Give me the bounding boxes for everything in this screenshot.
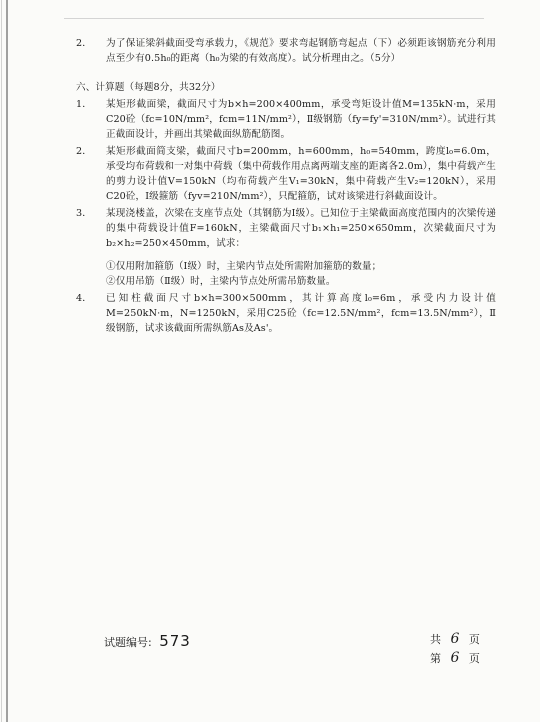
sub-question-1: ①仅用附加箍筋（Ⅰ级）时，主梁内节点处所需附加箍筋的数量； [106, 261, 382, 272]
question-text: 某矩形截面梁，截面尺寸为b×h=200×400mm，承受弯矩设计值M=135kN·m，采用C20砼（fc=10N/mm²，fcm=11N/mm²），Ⅱ级钢筋（fy=fy'=310N/mm²）。试进行其正截面设计，并画出其梁截面纵筋配筋图。 [106, 99, 496, 140]
page-number-post: 页 [468, 652, 480, 665]
question-text: 为了保证梁斜截面受弯承载力，《规范》要求弯起钢筋弯起点（下）必须距该钢筋充分利用点至少有0.5h₀的距离（h₀为梁的有效高度）。试分析理由之。（5分） [106, 38, 496, 64]
question-5-2 [76, 36, 496, 66]
total-pages-pre: 共 [430, 633, 441, 646]
total-pages-value: 6 [450, 631, 460, 647]
page-number-value: 6 [450, 650, 460, 666]
section-title: 六、计算题（每题8分，共32分） [76, 82, 221, 93]
total-pages-post: 页 [468, 633, 480, 646]
page-number-pre: 第 [430, 652, 441, 665]
question-number: 2． [76, 146, 92, 157]
question-number: 3． [76, 208, 92, 219]
page-number [430, 649, 480, 668]
page-count [430, 630, 480, 668]
question-number: 1． [76, 99, 92, 110]
total-pages [430, 630, 480, 649]
exam-code [104, 632, 191, 650]
exam-code-value: 573 [159, 632, 191, 650]
question-text: 某矩形截面简支梁，截面尺寸b=200mm，h=600mm，h₀=540mm，跨度l₀=6.0m，承受均布荷载和一对集中荷载（集中荷载作用点离两端支座的距离各2.0m），集中荷载产生的剪力设计值V=150kN（均布荷载产生V₁=30kN，集中荷载产生V₂=120kN），采用C20砼，Ⅰ级箍筋（fyv=210N/mm²），只配箍筋，试对该梁进行斜截面设计。 [106, 146, 496, 202]
question-6-3 [76, 206, 496, 289]
question-6-1 [76, 97, 496, 142]
scan-edge-line [6, 0, 8, 722]
question-6-4 [76, 291, 496, 336]
scan-edge-shadow [1, 0, 2, 722]
exam-content [76, 36, 496, 338]
sub-question-2: ②仅用吊筋（Ⅱ级）时，主梁内节点处所需吊筋数量。 [106, 276, 336, 287]
question-6-2 [76, 144, 496, 204]
top-rule [64, 18, 484, 19]
question-number: 2． [76, 38, 92, 49]
exam-code-label: 试题编号: [104, 636, 152, 649]
question-text: 某现浇楼盖，次梁在支座节点处（其钢筋为Ⅰ级）。已知位于主梁截面高度范围内的次梁传递的集中荷载设计值F=160kN，主梁截面尺寸b₁×h₁=250×650mm，次梁截面尺寸为b₂×h₂=250×450mm，试求： [106, 208, 496, 249]
question-text: 已知柱截面尺寸b×h=300×500mm，其计算高度l₀=6m，承受内力设计值M=250kN·m，N=1250kN，采用C25砼（fc=12.5N/mm²，fcm=13.5N/mm²），Ⅱ级钢筋，试求该截面所需纵筋As及As'。 [106, 293, 496, 334]
question-number: 4． [76, 293, 92, 304]
